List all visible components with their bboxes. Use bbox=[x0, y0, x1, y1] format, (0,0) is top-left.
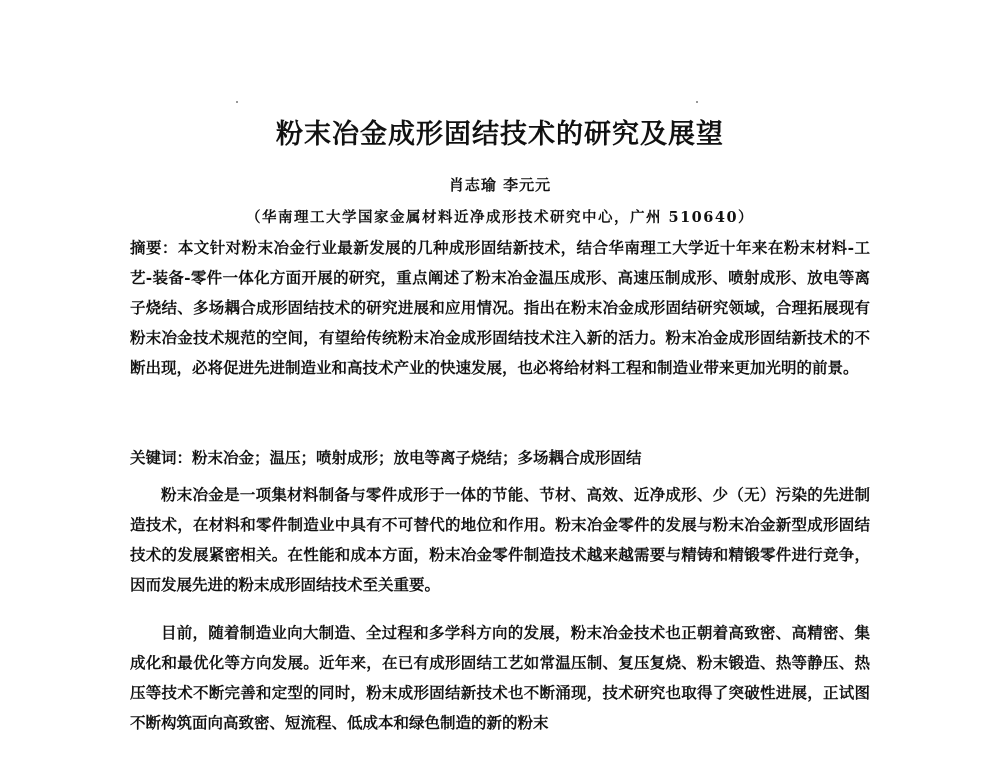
keywords bbox=[130, 443, 870, 473]
abstract-label: 摘要： bbox=[130, 239, 178, 257]
body-paragraph-1: 粉末冶金是一项集材料制备与零件成形于一体的节能、节材、高效、近净成形、少（无）污染的先进制造技术，在材料和零件制造业中具有不可替代的地位和作用。粉末冶金零件的发展与粉末冶金新型成形固结技术的发展紧密相关。在性能和成本方面，粉末冶金零件制造技术越来越需要与精铸和精锻零件进行竞争，因而发展先进的粉末成形固结技术至关重要。 bbox=[130, 485, 870, 594]
abstract bbox=[130, 233, 870, 383]
paper-affiliation: （华南理工大学国家金属材料近净成形技术研究中心，广州 510640） bbox=[245, 209, 755, 226]
body-paragraph-2: 目前，随着制造业向大制造、全过程和多学科方向的发展，粉末冶金技术也正朝着高致密、高精密、集成化和最优化等方向发展。近年来，在已有成形固结工艺如常温压制、复压复烧、粉末锻造、热等静压、热压等技术不断完善和定型的同时，粉末成形固结新技术也不断涌现，技术研究也取得了突破性进展，正试图不断构筑面向高致密、短流程、低成本和绿色制造的新的粉末 bbox=[130, 623, 870, 732]
paper-title: 粉末冶金成形固结技术的研究及展望 bbox=[276, 119, 724, 150]
keywords-label: 关键词： bbox=[130, 449, 193, 467]
abstract-text: 本文针对粉末冶金行业最新发展的几种成形固结新技术，结合华南理工大学近十年来在粉末材料-工艺-装备-零件一体化方面开展的研究，重点阐述了粉末冶金温压成形、高速压制成形、喷射成形、放电等离子烧结、多场耦合成形固结技术的研究进展和应用情况。指出在粉末冶金成形固结研究领域，合理拓展现有粉末冶金技术规范的空间，有望给传统粉末冶金成形固结技术注入新的活力。粉末冶金成形固结新技术的不断出现，必将促进先进制造业和高技术产业的快速发展，也必将给材料工程和制造业带来更加光明的前景。 bbox=[130, 238, 870, 377]
paper-authors: 肖志瑜 李元元 bbox=[448, 176, 552, 194]
scan-speck bbox=[696, 101, 698, 103]
keywords-text: 粉末冶金；温压；喷射成形；放电等离子烧结；多场耦合成形固结 bbox=[192, 448, 642, 467]
scan-speck bbox=[236, 101, 238, 103]
